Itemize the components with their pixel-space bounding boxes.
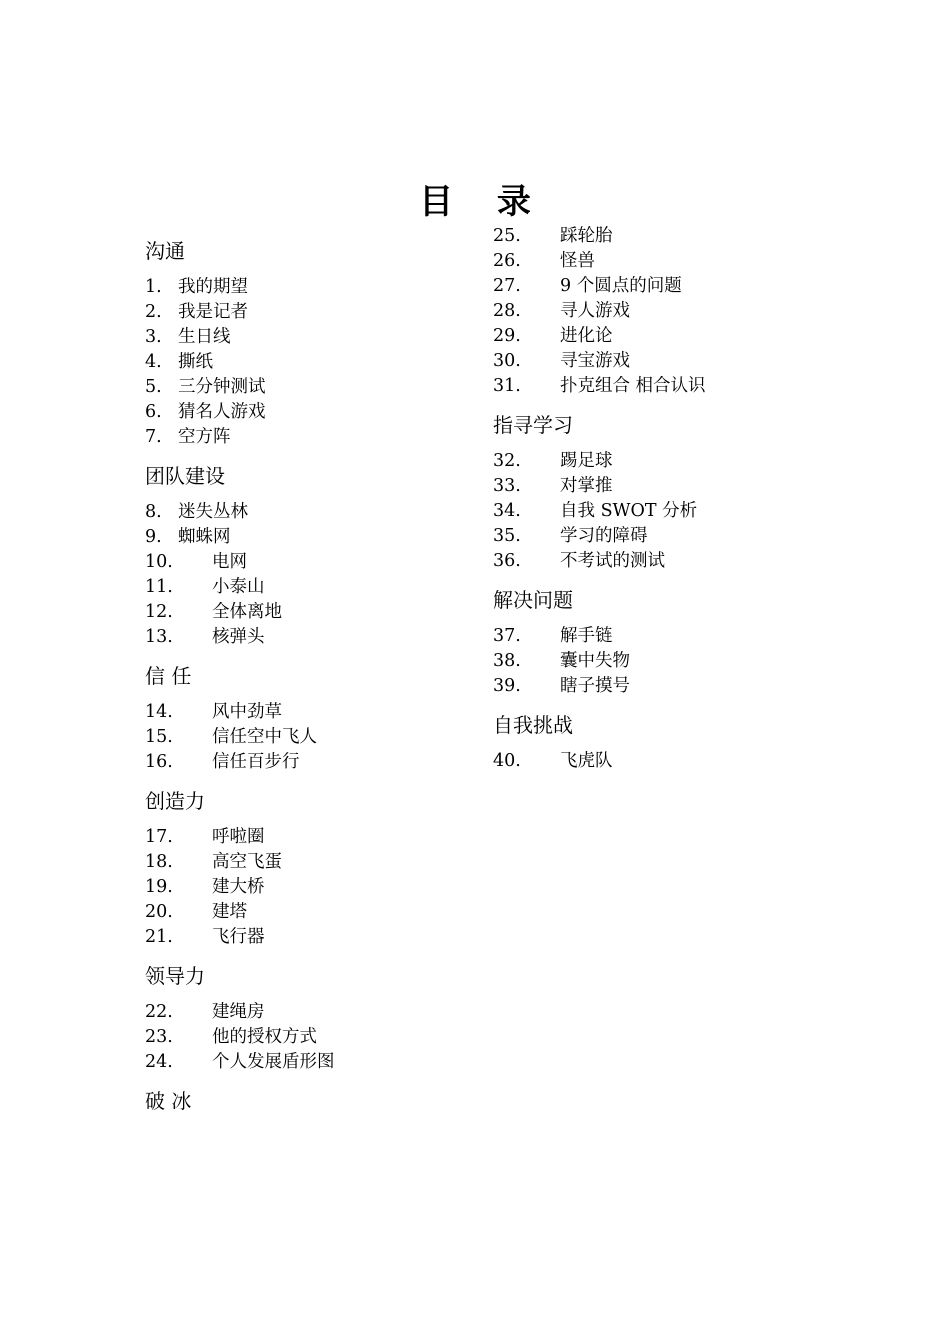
toc-entry-number: 13. — [145, 627, 173, 647]
toc-entry[interactable] — [145, 825, 475, 850]
toc-entry[interactable] — [493, 224, 853, 249]
toc-entry-number: 2. — [145, 302, 162, 322]
toc-entry-label: 撕纸 — [178, 352, 213, 372]
toc-entry-label: 核弹头 — [212, 627, 265, 647]
toc-entry-label: 怪兽 — [560, 251, 595, 271]
toc-entry[interactable] — [493, 249, 853, 274]
toc-entry-label: 自我 SWOT 分析 — [560, 501, 698, 521]
section-heading: 领导力 — [145, 964, 205, 988]
toc-entry-label: 他的授权方式 — [212, 1027, 317, 1047]
toc-entry-label: 我是记者 — [178, 302, 248, 322]
toc-entry-number: 38. — [493, 651, 521, 671]
toc-entry-number: 16. — [145, 752, 173, 772]
toc-entry-number: 40. — [493, 751, 521, 771]
toc-entry-label: 瞎子摸号 — [560, 676, 630, 696]
toc-entry[interactable] — [145, 875, 475, 900]
toc-entry-label: 信任空中飞人 — [212, 727, 317, 747]
toc-entry-number: 30. — [493, 351, 521, 371]
toc-entry-label: 三分钟测试 — [178, 377, 266, 397]
toc-entry-number: 14. — [145, 702, 173, 722]
toc-entry-number: 12. — [145, 602, 173, 622]
toc-entry-label: 蜘蛛网 — [178, 527, 231, 547]
section-heading: 团队建设 — [145, 464, 225, 488]
toc-entry[interactable] — [493, 324, 853, 349]
toc-entry[interactable] — [493, 674, 853, 699]
toc-entry-number: 11. — [145, 577, 173, 597]
toc-entry[interactable] — [145, 550, 475, 575]
toc-entry-label: 个人发展盾形图 — [212, 1052, 335, 1072]
toc-entry-label: 囊中失物 — [560, 651, 630, 671]
section-heading: 破 冰 — [145, 1089, 192, 1113]
toc-entry-number: 23. — [145, 1027, 173, 1047]
toc-entry-number: 34. — [493, 501, 521, 521]
section-heading: 指寻学习 — [493, 413, 573, 437]
toc-entry-label: 对掌推 — [560, 476, 613, 496]
toc-entry[interactable] — [145, 1050, 475, 1075]
toc-entry[interactable] — [493, 524, 853, 549]
toc-entry-number: 31. — [493, 376, 521, 396]
toc-entry-number: 5. — [145, 377, 162, 397]
toc-entry-label: 寻宝游戏 — [560, 351, 630, 371]
toc-entry[interactable] — [493, 749, 853, 774]
toc-entry[interactable] — [493, 649, 853, 674]
toc-entry-label: 不考试的测试 — [560, 551, 665, 571]
toc-entry-label: 踩轮胎 — [560, 226, 613, 246]
toc-entry-number: 15. — [145, 727, 173, 747]
toc-entry[interactable] — [145, 700, 475, 725]
toc-entry-label: 全体离地 — [212, 602, 282, 622]
toc-entry[interactable] — [145, 750, 475, 775]
toc-entry-number: 20. — [145, 902, 173, 922]
page-title: 目 录 — [419, 182, 547, 222]
toc-entry-number: 10. — [145, 552, 173, 572]
toc-entry-number: 37. — [493, 626, 521, 646]
toc-entry[interactable] — [145, 850, 475, 875]
toc-entry-number: 25. — [493, 226, 521, 246]
toc-entry-number: 9. — [145, 527, 162, 547]
toc-entry-label: 迷失丛林 — [178, 502, 248, 522]
toc-entry-label: 寻人游戏 — [560, 301, 630, 321]
section-heading: 自我挑战 — [493, 713, 573, 737]
section-heading: 沟通 — [145, 239, 185, 263]
toc-entry-label: 生日线 — [178, 327, 231, 347]
toc-entry-label: 高空飞蛋 — [212, 852, 282, 872]
toc-entry-number: 19. — [145, 877, 173, 897]
toc-entry-number: 28. — [493, 301, 521, 321]
toc-entry-label: 小泰山 — [212, 577, 265, 597]
toc-entry[interactable] — [493, 499, 853, 524]
toc-entry[interactable] — [493, 349, 853, 374]
toc-entry[interactable] — [145, 350, 475, 375]
toc-entry[interactable] — [493, 299, 853, 324]
toc-entry-label: 呼啦圈 — [212, 827, 265, 847]
section-heading: 信 任 — [145, 664, 192, 688]
toc-entry-label: 9 个圆点的问题 — [560, 276, 682, 296]
toc-entry-number: 8. — [145, 502, 162, 522]
toc-entry[interactable] — [145, 625, 475, 650]
toc-entry-number: 4. — [145, 352, 162, 372]
toc-entry[interactable] — [145, 400, 475, 425]
toc-entry-label: 建大桥 — [212, 877, 265, 897]
toc-entry-number: 7. — [145, 427, 162, 447]
toc-entry[interactable] — [145, 425, 475, 450]
toc-entry-number: 26. — [493, 251, 521, 271]
toc-entry-label: 我的期望 — [178, 277, 248, 297]
toc-entry-number: 29. — [493, 326, 521, 346]
toc-entry-number: 35. — [493, 526, 521, 546]
toc-entry[interactable] — [145, 725, 475, 750]
section-heading: 创造力 — [145, 789, 205, 813]
toc-entry-number: 3. — [145, 327, 162, 347]
toc-entry-label: 信任百步行 — [212, 752, 300, 772]
toc-entry-label: 扑克组合 相合认识 — [560, 376, 706, 396]
toc-entry-number: 24. — [145, 1052, 173, 1072]
toc-entry-label: 电网 — [212, 552, 247, 572]
toc-entry-label: 踢足球 — [560, 451, 613, 471]
toc-entry[interactable] — [493, 274, 853, 299]
toc-entry-number: 33. — [493, 476, 521, 496]
toc-entry[interactable] — [493, 474, 853, 499]
toc-entry-number: 1. — [145, 277, 162, 297]
toc-entry[interactable] — [493, 549, 853, 574]
toc-entry-label: 飞行器 — [212, 927, 265, 947]
toc-entry-label: 空方阵 — [178, 427, 231, 447]
section-heading: 解决问题 — [493, 588, 573, 612]
toc-entry[interactable] — [493, 374, 853, 399]
toc-entry-number: 21. — [145, 927, 173, 947]
toc-entry[interactable] — [145, 300, 475, 325]
toc-entry-label: 进化论 — [560, 326, 613, 346]
toc-entry[interactable] — [145, 925, 475, 950]
toc-entry-number: 6. — [145, 402, 162, 422]
toc-entry-label: 学习的障碍 — [560, 526, 648, 546]
toc-entry-label: 建绳房 — [212, 1002, 265, 1022]
toc-entry[interactable] — [145, 600, 475, 625]
toc-entry[interactable] — [493, 624, 853, 649]
toc-entry-label: 飞虎队 — [560, 751, 613, 771]
toc-entry[interactable] — [145, 575, 475, 600]
toc-entry-number: 36. — [493, 551, 521, 571]
toc-entry[interactable] — [145, 525, 475, 550]
toc-entry-number: 17. — [145, 827, 173, 847]
toc-entry-label: 解手链 — [560, 626, 613, 646]
toc-entry[interactable] — [145, 900, 475, 925]
toc-entry[interactable] — [493, 449, 853, 474]
toc-entry[interactable] — [145, 1000, 475, 1025]
toc-entry-label: 风中劲草 — [212, 702, 282, 722]
toc-entry-number: 32. — [493, 451, 521, 471]
toc-entry[interactable] — [145, 1025, 475, 1050]
toc-entry-number: 27. — [493, 276, 521, 296]
toc-entry[interactable] — [145, 325, 475, 350]
toc-entry[interactable] — [145, 275, 475, 300]
toc-entry-number: 39. — [493, 676, 521, 696]
toc-entry-label: 猜名人游戏 — [178, 402, 266, 422]
toc-entry[interactable] — [145, 500, 475, 525]
toc-entry-number: 18. — [145, 852, 173, 872]
toc-entry[interactable] — [145, 375, 475, 400]
toc-entry-number: 22. — [145, 1002, 173, 1022]
toc-entry-label: 建塔 — [212, 902, 247, 922]
